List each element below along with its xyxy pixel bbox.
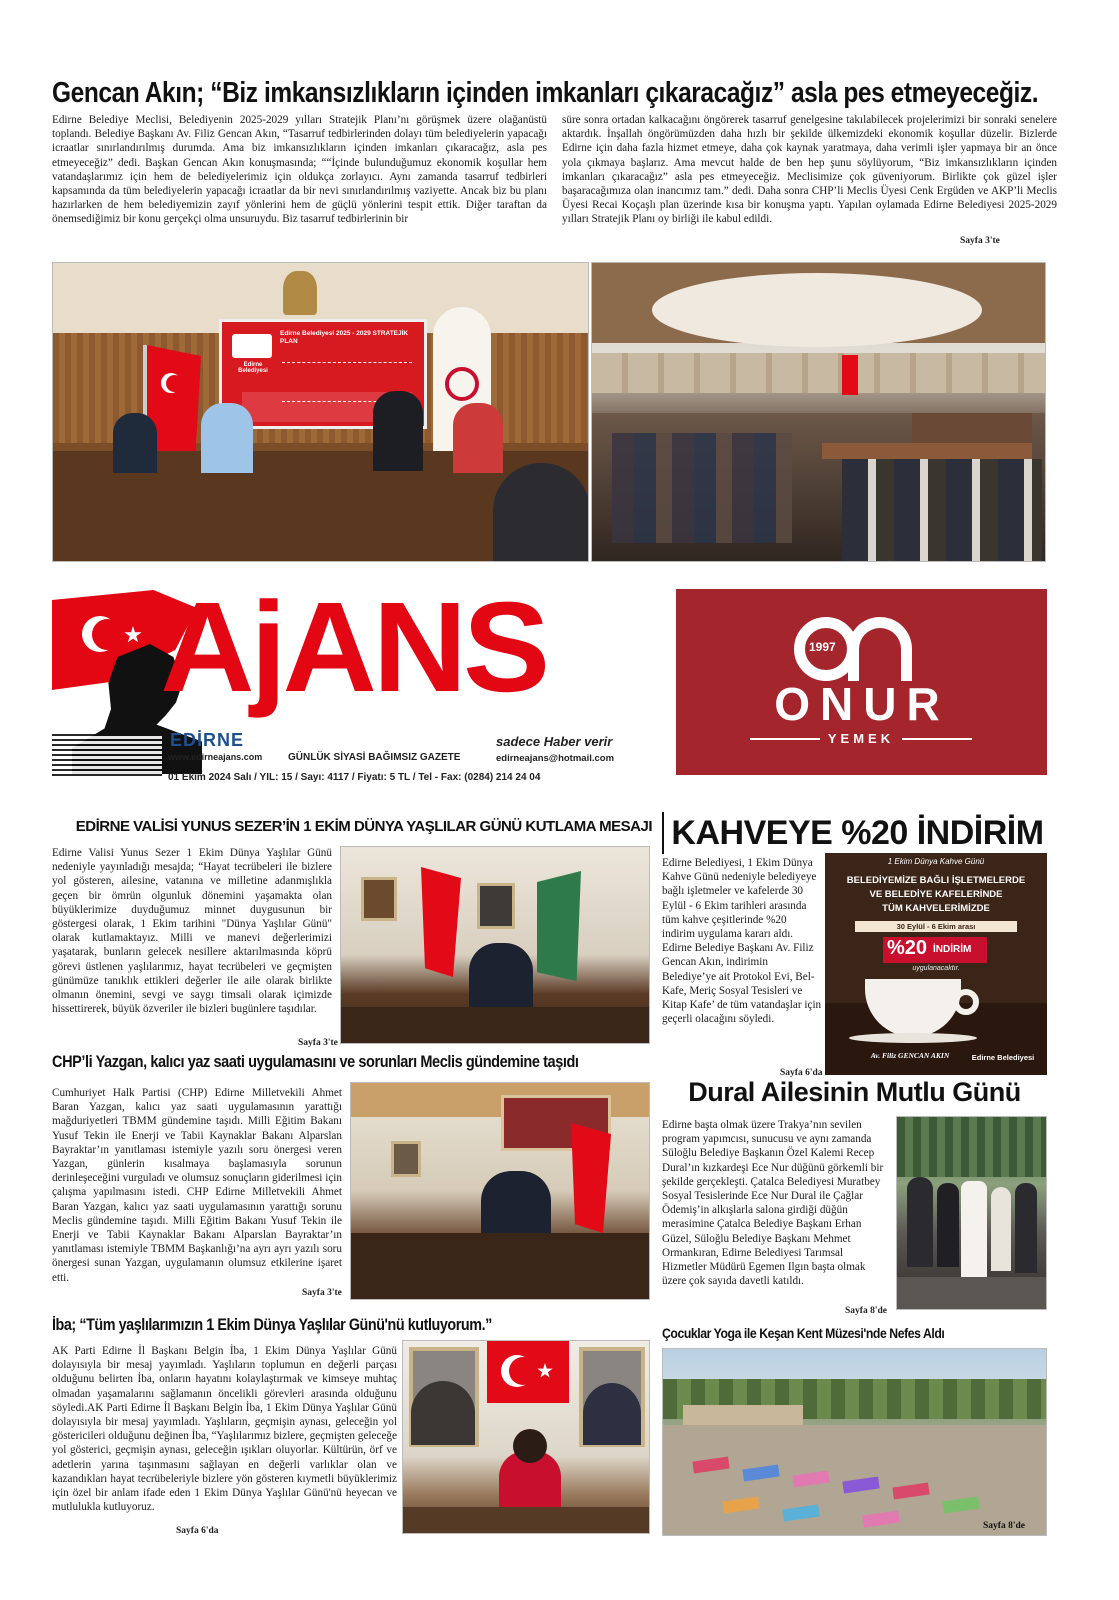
party-office-photo <box>402 1340 650 1534</box>
ad-logo: Edirne Belediyesi <box>971 1053 1035 1062</box>
onur-name: ONUR <box>774 678 950 730</box>
yoga-museum-photo <box>662 1348 1047 1536</box>
top-headline: Gencan Akın; “Biz imkansızlıkların içinden imkanları çıkaracağız” asla pes etmeyeceğiz. <box>52 77 1039 109</box>
onur-sub: YEMEK <box>827 731 895 746</box>
email-link[interactable]: edirneajans@hotmail.com <box>496 753 615 764</box>
yoga-page-ref: Sayfa 8'de <box>983 1521 1025 1531</box>
ad-line-2: VE BELEDİYE KAFELERİNDE <box>869 889 1003 900</box>
iba-page-ref: Sayfa 6'da <box>176 1526 219 1536</box>
onur-line-left <box>750 738 820 740</box>
chp-story-text: Cumhuriyet Halk Partisi (CHP) Edirne Milletvekili Ahmet Baran Yazgan, kalıcı yaz saati uygulamasının yarattığı mağduriyetleri TBMM gündemine taşıdı. Milli Eğitim Bakanı Yusuf Tekin ile Enerji ve Tabii Kaynaklar Bakanı Alparslan Bayraktar’ın yanıtlaması istemiyle yazılı soru önergesi veren Yazgan, günlerin kısalmaya başlamasıyla sorunun derinleşeceğini vurguladı ve olumsuz sonuçların giderilmesi için çalışma yapılmasını istedi. CHP Edirne Milletvekili Ahmet Baran Yazgan, kalıcı yaz saati uygulamasının yarattığı sorunu Meclis gündemine taşıdı. Milli Eğitim Bakanı Yusuf Tekin ile Enerji ve Tabii Kaynaklar Bakanı Alparslan Bayraktar’ın yanıtlaması istemiyle TBMM Başkanlığı’na ayrı ayrı yazılı soru önergesi sunan Yazgan, uygulamanın olumsuz etkilerine işaret etti. <box>52 1087 342 1284</box>
ad-discount-box <box>883 937 987 963</box>
turkish-flag-icon <box>487 1341 569 1403</box>
top-story-page-ref: Sayfa 3'te <box>960 236 1000 246</box>
wedding-photo <box>896 1116 1047 1310</box>
issue-info: 01 Ekim 2024 Salı / YIL: 15 / Sayı: 4117 / Fiyatı: 5 TL / Tel - Fax: (0284) 214 24 04 <box>168 772 541 783</box>
mp-office-photo <box>350 1082 650 1300</box>
newspaper-tagline: GÜNLÜK SİYASİ BAĞIMSIZ GAZETE <box>288 752 461 763</box>
council-hall-photo <box>591 262 1046 562</box>
kahve-story-text: Edirne Belediyesi, 1 Ekim Dünya Kahve Günü nedeniyle belediyeye bağlı işletmeler ve kafelerde 30 Eylül - 6 Ekim tarihleri arasında tüm kahve çeşitlerinde %20 indirim uygulama kararı aldı. Edirne Belediye Başkanı Av. Filiz Gencan Akın, indirimin Belediye’ye ait Protokol Evi, Bel-Kafe, Meriç Sosyal Tesisleri ve Kitap Kafe’ de tüm vatandaşlar için geçerli olacağını söyledi. <box>662 857 822 1026</box>
ad-line-1: BELEDİYEMİZE BAĞLI İŞLETMELERDE <box>846 875 1026 886</box>
chp-headline: CHP’li Yazgan, kalıcı yaz saati uygulamasını ve sorunları Meclis gündemine taşıdı <box>52 1052 579 1071</box>
presentation-slide: Edirne Belediyesi Edirne Belediyesi 2025 - 2029 STRATEJİK PLAN <box>219 319 427 429</box>
dural-headline: Dural Ailesinin Mutlu Günü <box>688 1077 1021 1107</box>
council-presentation-photo <box>52 262 589 562</box>
ad-discount-word: İNDİRİM <box>933 944 972 955</box>
onur-year: 1997 <box>809 640 836 654</box>
turkish-flag-icon <box>421 867 461 977</box>
ad-top-label: 1 Ekim Dünya Kahve Günü <box>887 857 985 866</box>
ad-line-3: TÜM KAHVELERİMİZDE <box>882 903 990 914</box>
iba-story-text: AK Parti Edirne İl Başkanı Belgin İba, 1 Ekim Dünya Yaşlılar Günü dolayısıyla bir mesaj yayımladı. Yaşlıların toplumun en değerli parçası olduğunu belirten İba, onların hayatını kolaylaştırmak ve kimseye muhtaç olmadan yaşamalarını sağlamanın öncelikli görevleri arasında olduğunu söyledi.AK Parti Edirne İl Başkanı Belgin İba, 1 Ekim Dünya Yaşlılar Günü dolayısıyla bir mesaj yayımladı. Yaşlıların, geçmişin aynası, geleceğin yol göstericileri olduğunu değinen İba, “Yaşlılarımız bizlere, geçmişten geleceğe yol gösterici, geçmişin aynası, geleceğin ışıkları oluyorlar. Kültürün, örf ve adetlerin yarına taşınmasını sağlayan en değerli varlıklar olan ve kazandıkları hayat tecrübeleriyle bizlere yön gösteren kıymetli büyüklerimiz için özel bir anlam ifade eden 1 Ekim Dünya Yaşlılar Günü'nü heyecan ve mutlulukla kutluyoruz. <box>52 1345 397 1514</box>
masthead <box>52 576 642 789</box>
ad-signature: Av. Filiz GENCAN AKIN <box>870 1051 950 1060</box>
ad-applied: uygulanacaktır. <box>912 965 960 972</box>
vali-story-text: Edirne Valisi Yunus Sezer 1 Ekim Dünya Yaşlılar Günü nedeniyle yayınladığı mesajda; “Hayat tecrübeleri ile bizlere yol gösteren, ailesine, vatanına ve milletine adanmışlıkla geçen bir ömrün olgunluk dönemini yaşamakta olan büyüklerimize duyduğumuz minnet duygusunun bir göstergesi olarak, 1 Ekim tarihini "Dünya Yaşlılar Günü" olarak kutlamaktayız. Milli ve manevi değerlerimizi yaşatarak, bunların gelecek nesillere aktarılmasında köprü görevi üstlenen yaşlılarımız, hayat tecrübeleri ve geçmişten günümüze tanıklık ettikleri değerler ile aile olarak birlikte olmanın önemini, sevgi ve saygı timsali olarak içimizde hissettirerek, büyük özveriler ile bizleri bugünlere taşıdılar. <box>52 847 332 1016</box>
vali-page-ref: Sayfa 3'te <box>298 1038 338 1048</box>
yoga-headline: Çocuklar Yoga ile Keşan Kent Müzesi'nde Nefes Aldı <box>662 1325 945 1341</box>
onur-line-right <box>902 738 972 740</box>
logo-city: EDİRNE <box>170 730 245 750</box>
newspaper-slogan: sadece Haber verir <box>496 734 613 749</box>
iba-headline: İba; “Tüm yaşlılarımızın 1 Ekim Dünya Yaşlılar Günü'nü kutluyorum.” <box>52 1316 492 1334</box>
kahve-page-ref: Sayfa 6'da <box>780 1068 823 1078</box>
dural-page-ref: Sayfa 8'de <box>845 1306 887 1316</box>
top-story-col2: süre sonra ortadan kalkacağını öngörerek tasarruf genelgesine takılabilecek projelerimizi bir sonraki senelere aktardık. İnşallah öngörümüzden daha hızlı bir şekilde ülkemizdeki ekonomik koşullar düzelir. Bizlerde Edirne için daha fazla hizmet etmeye, daha çok kaynak yaratmaya, daha verimli işler yapmaya bir an önce yola çıkmaya başlarız. Ama mevcut halde de ben hep şunu söylüyorum, “Biz imkansızlıkların içinden imkanları çıkaracağız” asla pes etmeyeceğiz. Meclisimize çok güveniyorum. Birlikte çok güzel işler başaracağımıza olan inancımız tam.” dedi. Daha sonra CHP’li Meclis Üyesi Cenk Ergüden ve AKP’li Meclis Üyesi Recai Koçaşlı plan üzerinde kısa bir konuşma yaptı. Yapılan oylamada Edirne Belediyesi 2025-2029 yılları Stratejik Planı oy birliği ile kabul edildi. <box>562 114 1057 226</box>
dural-story-text: Edirne başta olmak üzere Trakya’nın sevilen program yapımcısı, sunucusu ve aynı zamanda Süloğlu Belediye Başkanın Özel Kalemi Recep Dural’ın kızkardeşi Ece Nur düğünü görkemli bir şekilde gerçekleşti. Çatalca Belediyesi Muratbey Sosyal Tesislerinde Ece Nur Dural ile Çağlar Ödemiş’in alkışlarla salona girdiği düğün merasimine Çatalca Belediye Başkanı Erhan Güzel, Süloğlu Belediye Başkanı Mehmet Ormankıran, Edirne Belediyesi Tarımsal Hizmetler Müdürü Egemen Ilgın başta olmak üzere çok sayıda davetli katıldı. <box>662 1119 884 1288</box>
governor-office-photo <box>340 846 650 1044</box>
ad-percent: %20 <box>887 937 928 959</box>
kahve-headline: KAHVEYE %20 İNDİRİM <box>662 812 1047 854</box>
ad-dates: 30 Eylül - 6 Ekim arası <box>855 921 1017 932</box>
onur-yemek-ad[interactable] <box>676 589 1047 775</box>
newspaper-logo: AjANS <box>160 576 547 719</box>
top-story-col1: Edirne Belediye Meclisi, Belediyenin 2025-2029 yılları Stratejik Planı’nı görüşmek üzere olağanüstü toplandı. Belediye Başkanı Av. Filiz Gencan Akın, “Tasarruf tedbirlerinden dolayı tüm belediyelerin yapacağı icraatlar sınırlandırılmış durumda. Ama biz imkansızlıkların içinden imkanları çıkaracağız, asla pes etmeyeceğiz” dedi. Başkan Gencan Akın konuşmasında; ““İçinde bulunduğumuz ekonomik koşullar hem vatandaşlarımız için hem de belediyelerimiz için oldukça zorlayıcı. Aynı zamanda tasarruf tedbirleri kapsamında da tüm belediyelerin yapacağı icraatlar da bir nevi sınırlandırılmış vaziyette. Ancak biz bu planı hazırlarken de hem belediyemizin zayıf yönlerini hem de güçlü yönlerini tespit ettik. Diğer taraftan da önemsediğimiz bir konu gerçekçi olma unsuruydu. Biz tasarruf tedbirlerinin bir <box>52 114 547 226</box>
chp-page-ref: Sayfa 3'te <box>302 1288 342 1298</box>
vali-headline: EDİRNE VALİSİ YUNUS SEZER’İN 1 EKİM DÜNYA YAŞLILAR GÜNÜ KUTLAMA MESAJI <box>75 818 652 835</box>
website-link[interactable]: www.edirneajans.com <box>168 752 263 762</box>
coffee-discount-ad[interactable] <box>825 853 1047 1075</box>
